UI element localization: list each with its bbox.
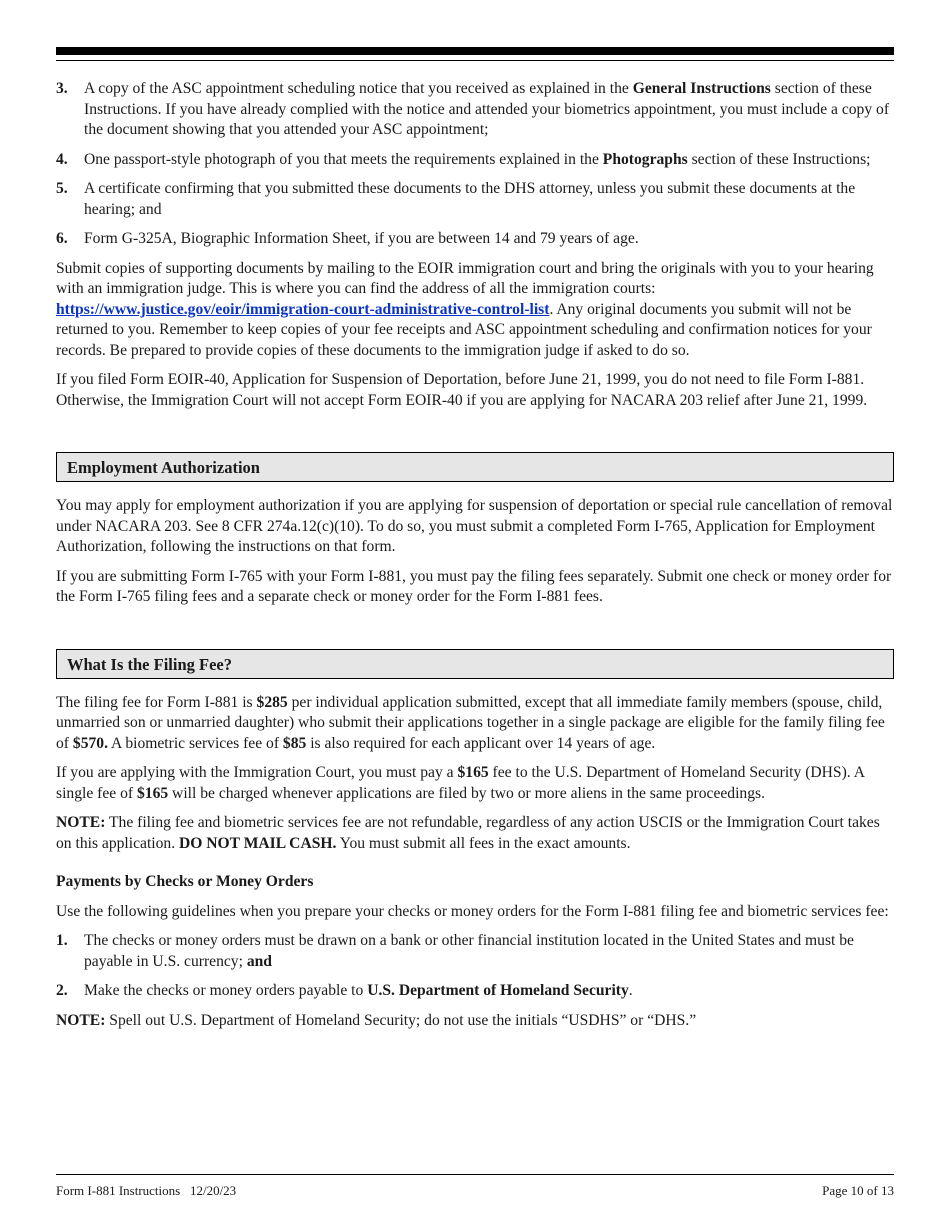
footer-page-number: Page 10 of 13: [822, 1183, 894, 1198]
employment-paragraph-1: You may apply for employment authorization if you are applying for suspension of deportation or special rule cancellation of removal under NACARA 203. See 8 CFR 274a.12(c)(10). To do so, you must submit a completed Form I-765, Application for Employment Authorization, following the instructions on that form.: [56, 497, 893, 555]
immigration-court-list-link[interactable]: https://www.justice.gov/eoir/immigration-court-administrative-control-list: [56, 300, 550, 318]
footer-rule: [56, 1174, 894, 1175]
list-number: 1.: [56, 932, 68, 949]
list-item-3: 3. A copy of the ASC appointment scheduling notice that you received as explained in the General Instructions section of these Instructions. If you have already complied with the notice and attended your biometrics appointment, you must include a copy of the document showing that you attended your ASC appointment;: [56, 79, 894, 141]
employment-authorization-heading: Employment Authorization: [56, 452, 894, 482]
page-content: [56, 79, 894, 1040]
eoir-40-paragraph: If you filed Form EOIR-40, Application for Suspension of Deportation, before June 21, 1999, you do not need to file Form I-881. Otherwise, the Immigration Court will not accept Form EOIR-40 if you are applying for NACARA 203 relief after June 21, 1999.: [56, 371, 868, 409]
payments-subheading: Payments by Checks or Money Orders: [56, 873, 314, 890]
payee-note: NOTE: Spell out U.S. Department of Homeland Security; do not use the initials “USDHS” or “DHS.”: [56, 1011, 697, 1029]
employment-paragraph-2: If you are submitting Form I-765 with your Form I-881, you must pay the filing fees separately. Submit one check or money order for the Form I-765 filing fees and a separate check or money order for the Form I-881 fees.: [56, 567, 892, 605]
list-number: 3.: [56, 80, 68, 97]
list-number: 2.: [56, 982, 68, 999]
list-item-5: 5. A certificate confirming that you submitted these documents to the DHS attorney, unless you submit these documents at the hearing; and: [56, 179, 894, 220]
filing-fee-heading: What Is the Filing Fee?: [56, 649, 894, 679]
payment-list-item-1: 1. The checks or money orders must be drawn on a bank or other financial institution located in the United States and must be payable in U.S. currency; and: [56, 931, 894, 972]
list-item-6: 6. Form G-325A, Biographic Information Sheet, if you are between 14 and 79 years of age.: [56, 229, 894, 250]
immigration-court-fee-paragraph: If you are applying with the Immigration Court, you must pay a $165 fee to the U.S. Department of Homeland Security (DHS). A single fee of $165 will be charged whenever applications are filed by two or more aliens in the same proceedings.: [56, 764, 865, 802]
guidelines-paragraph: Use the following guidelines when you prepare your checks or money orders for the Form I-881 filing fee and biometric services fee:: [56, 902, 889, 920]
list-number: 5.: [56, 180, 68, 197]
payment-list-item-2: 2. Make the checks or money orders payable to U.S. Department of Homeland Security.: [56, 981, 894, 1002]
filing-fee-paragraph: The filing fee for Form I-881 is $285 per individual application submitted, except that all immediate family members (spouse, child, unmarried son or unmarried daughter) who submit their applications together in a single package are eligible for the family filing fee of $570. A biometric services fee of $85 is also required for each applicant over 14 years of age.: [56, 693, 885, 752]
header-rule-thick: [56, 47, 894, 55]
list-number: 6.: [56, 230, 68, 247]
fee-note: NOTE: The filing fee and biometric services fee are not refundable, regardless of any action USCIS or the Immigration Court takes on this application. DO NOT MAIL CASH. You must submit all fees in the exact amounts.: [56, 814, 880, 852]
list-item-4: 4. One passport-style photograph of you that meets the requirements explained in the Photographs section of these Instructions;: [56, 150, 894, 171]
submit-copies-paragraph: Submit copies of supporting documents by mailing to the EOIR immigration court and bring the originals with you to your hearing with an immigration judge. This is where you can find the address of all the immigration courts: https://www.justice.gov/eoir/immigration-court-administrative-control-list. Any original documents you submit will not be returned to you. Remember to keep copies of your fee receipts and ASC appointment scheduling and confirmation notices for your records. Be prepared to provide copies of these documents to the immigration judge if asked to do so.: [56, 259, 874, 359]
footer-form-info: Form I-881 Instructions 12/20/23: [56, 1183, 237, 1198]
header-rule-thin: [56, 60, 894, 61]
list-number: 4.: [56, 150, 68, 168]
